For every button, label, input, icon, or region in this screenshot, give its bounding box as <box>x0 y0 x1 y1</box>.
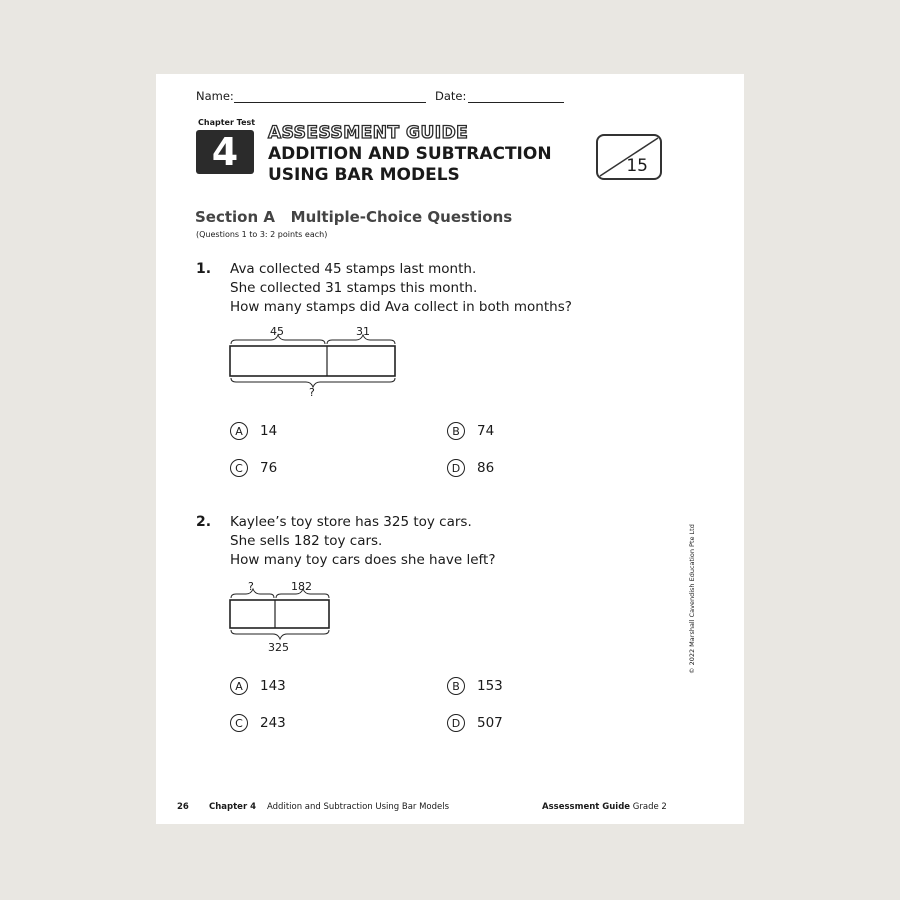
chapter-title-line2: USING BAR MODELS <box>268 165 460 185</box>
name-label: Name: <box>196 89 234 103</box>
bar-bottom-label: 325 <box>268 641 289 654</box>
choice-value: 243 <box>260 715 286 731</box>
question-line: Kaylee’s toy store has 325 toy cars. <box>230 514 472 530</box>
question-line: How many stamps did Ava collect in both months? <box>230 299 572 315</box>
choice-letter: A <box>230 422 248 440</box>
chapter-number-badge: 4 <box>196 130 254 174</box>
choice-b[interactable] <box>447 420 494 442</box>
score-box <box>596 134 662 180</box>
name-field[interactable] <box>234 102 426 103</box>
bar-top-left-label: ? <box>248 580 254 593</box>
choice-letter: C <box>230 714 248 732</box>
choice-a[interactable] <box>230 675 286 697</box>
question-line: She sells 182 toy cars. <box>230 533 383 549</box>
choice-d[interactable] <box>447 712 503 734</box>
choice-b[interactable] <box>447 675 503 697</box>
choice-value: 76 <box>260 460 278 476</box>
choice-a[interactable] <box>230 420 277 442</box>
chapter-title-line1: ADDITION AND SUBTRACTION <box>268 144 552 164</box>
choice-letter: A <box>230 677 248 695</box>
footer-chapter-title: Addition and Subtraction Using Bar Models <box>267 802 450 812</box>
score-total: 15 <box>626 156 648 176</box>
question-line: Ava collected 45 stamps last month. <box>230 261 477 277</box>
question-line: She collected 31 stamps this month. <box>230 280 478 296</box>
worksheet-page <box>156 74 744 824</box>
section-subheading: (Questions 1 to 3: 2 points each) <box>196 230 328 239</box>
choice-value: 153 <box>477 678 503 694</box>
choice-value: 143 <box>260 678 286 694</box>
bar-bottom-label: ? <box>309 386 315 399</box>
footer-chapter: Chapter 4 <box>209 802 257 812</box>
bar-top-right-label: 31 <box>356 325 370 338</box>
chapter-label: Chapter Test <box>198 118 256 127</box>
copyright-notice: © 2022 Marshall Cavendish Education Pte Ltd <box>688 524 696 674</box>
choice-value: 74 <box>477 423 495 439</box>
bar-top-right-label: 182 <box>291 580 312 593</box>
guide-label: ASSESSMENT GUIDE <box>268 123 469 143</box>
choice-letter: D <box>447 459 465 477</box>
section-heading: Section A Multiple-Choice Questions <box>195 208 513 226</box>
choice-letter: C <box>230 459 248 477</box>
footer-guide-label: Assessment Guide <box>542 802 631 812</box>
choice-value: 507 <box>477 715 503 731</box>
date-label: Date: <box>435 89 467 103</box>
bar-top-left-label: 45 <box>270 325 284 338</box>
bar-outline <box>230 600 329 628</box>
question-text <box>230 513 496 570</box>
question-line: How many toy cars does she have left? <box>230 552 496 568</box>
bar-outline <box>230 346 395 376</box>
question-number: 1. <box>196 261 212 277</box>
bottom-brace <box>231 630 329 639</box>
choice-letter: D <box>447 714 465 732</box>
date-field[interactable] <box>468 102 564 103</box>
choice-value: 14 <box>260 423 278 439</box>
choice-c[interactable] <box>230 712 286 734</box>
footer-guide <box>542 802 667 812</box>
choice-value: 86 <box>477 460 495 476</box>
question-number: 2. <box>196 514 212 530</box>
choice-d[interactable] <box>447 457 494 479</box>
choice-letter: B <box>447 677 465 695</box>
choice-letter: B <box>447 422 465 440</box>
page-number: 26 <box>177 802 189 812</box>
question-text <box>230 260 572 317</box>
footer-grade: Grade 2 <box>632 802 667 812</box>
choice-c[interactable] <box>230 457 277 479</box>
